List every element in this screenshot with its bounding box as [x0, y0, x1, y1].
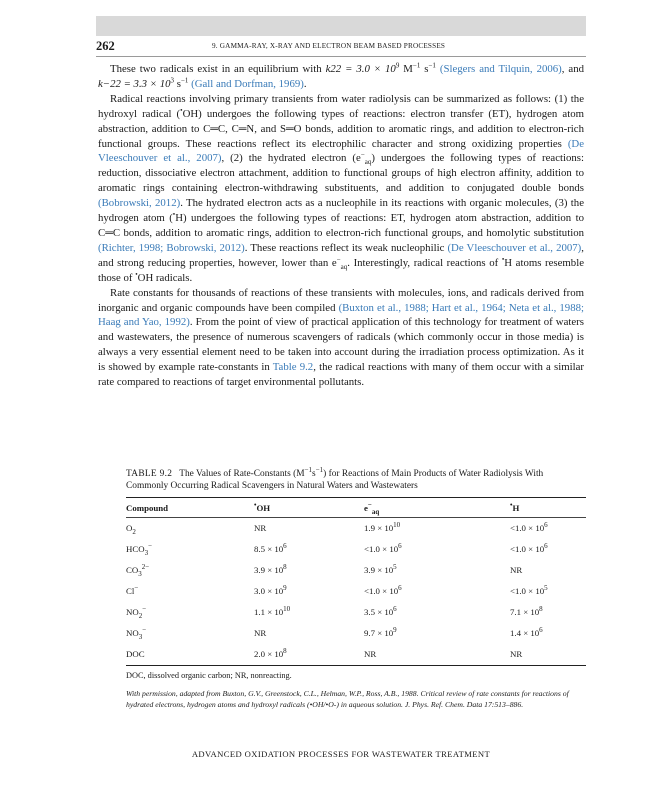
cell-oh-rate: $3.0 \times 10^9$: [254, 584, 287, 597]
cell-compound: $CO_3^{2-}$: [126, 563, 150, 579]
cell-h-rate: $<1.0 \times 10^5$: [510, 584, 548, 597]
cell-eaq-rate: NR: [364, 644, 510, 666]
header-band: [96, 16, 586, 36]
cell-oh-rate: $3.9 \times 10^8$: [254, 563, 287, 576]
cell-eaq-rate: $<1.0 \times 10^6$: [364, 584, 402, 597]
column-header-oh: •OH: [254, 497, 364, 517]
table-footnote: DOC, dissolved organic carbon; NR, nonreacting.: [126, 670, 292, 680]
cell-eaq-rate: $3.9 \times 10^5$: [364, 563, 397, 576]
cell-eaq-rate: $1.9 \times 10^{10}$: [364, 521, 401, 534]
cell-oh-rate: $8.5 \times 10^6$: [254, 542, 287, 555]
cell-compound: DOC: [126, 644, 254, 666]
table-row: [126, 602, 586, 623]
cell-compound: $NO_2^-$: [126, 605, 147, 621]
citation-link[interactable]: (Slegers and Tilquin, 2006): [439, 63, 562, 75]
column-header-compound: Compound: [126, 497, 254, 517]
table-caption: TABLE 9.2 The Values of Rate-Constants $(M^{-1}s^{-1})$ for Reactions of Main Products of Water Radiolysis With Commonly Occurring Radical Scavengers in Natural Waters and Wastewaters: [126, 465, 544, 492]
table-row: [126, 539, 586, 560]
cell-compound: $NO_3^-$: [126, 626, 147, 642]
cell-oh-rate: $1.1 \times 10^{10}$: [254, 605, 291, 618]
cell-h-rate: $<1.0 \times 10^6$: [510, 542, 548, 555]
rate-constants-table: [126, 497, 586, 666]
column-header-h: •H: [510, 497, 586, 517]
cell-eaq-rate: $9.7 \times 10^9$: [364, 626, 397, 639]
table-header-row: [126, 497, 586, 517]
table-source-note: With permission, adapted from Buxton, G.V., Greenstock, C.L., Helman, W.P., Ross, A.B., 1988. Critical review of rate constants for reactions of hydrated electrons, hydrogen atoms and hydroxyl radicals (•OH/•O-) in aqueous solution. J. Phys. Ref. Chem. Data 17:513–886.: [126, 689, 569, 709]
citation-link[interactable]: (Bobrowski, 2012): [98, 197, 181, 210]
cell-eaq-rate: $<1.0 \times 10^6$: [364, 542, 402, 555]
cell-h-rate: $1.4 \times 10^6$: [510, 626, 543, 639]
table-row: [126, 560, 586, 581]
cell-compound: Cl−: [126, 584, 139, 597]
cell-oh-rate: NR: [254, 523, 267, 534]
cell-h-rate: $7.1 \times 10^8$: [510, 605, 543, 618]
cell-compound: $O_2$: [126, 523, 136, 537]
citation-link[interactable]: (De Vleeschouver et al., 2007): [447, 241, 582, 254]
citation-link[interactable]: (Richter, 1998; Bobrowski, 2012): [98, 241, 245, 254]
page-number: 262: [96, 39, 115, 53]
cell-h-rate: NR: [510, 644, 586, 666]
table-reference-link[interactable]: Table 9.2: [272, 361, 314, 374]
paragraph-3: Rate constants for thousands of reactions of these transients with molecules, ions, and radicals derived from inorganic and organic compounds have been compiled (Buxton et al., 1988; Hart et al., 1964; Neta et al., 1988; Haag and Yao, 1992). From the point of view of practical application of this technology for treatment of waters and wastewaters, the presence of numerous scavengers of radicals (which commonly occur in those media) is always a very essential element need to be taken into account during the irradiation process optimization. As it is showed by example rate-constants in Table 9.2, the radical reactions with many of them occur with a similar rate compared to reactions of target environmental pollutants.: [98, 286, 585, 389]
table-row: [126, 517, 586, 539]
citation-link[interactable]: (Gall and Dorfman, 1969): [191, 77, 304, 90]
cell-compound: $HCO_3^-$: [126, 542, 153, 558]
running-head: [96, 38, 586, 57]
cell-oh-rate: NR: [254, 628, 267, 639]
cell-eaq-rate: $3.5 \times 10^6$: [364, 605, 397, 618]
body-text: [98, 62, 584, 390]
cell-oh-rate: $2.0 \times 10^8$: [254, 644, 364, 666]
paragraph-1: These two radicals exist in an equilibrium with $k22 = 3.0 \times 10^9$ $M^{-1}$ $s^{-1}$ (Slegers and Tilquin, 2006), and $k-22 = 3.3 \times 10^3$ $s^{-1}$ (Gall and Dorfman, 1969).: [98, 61, 584, 90]
citation-link[interactable]: (De Vleeschouver et al., 2007): [98, 137, 584, 165]
cell-h-rate: NR: [510, 565, 523, 576]
paragraph-2: Radical reactions involving primary transients from water radiolysis can be summarized as follows: (1) the hydroxyl radical (•OH) undergoes the following types of reactions: electron transfer (ET), hydrogen atom abstraction, addition to C═C, C═N, and S═O bonds, addition to aromatic rings, and addition to electron-rich functional groups. These reactions reflect its electrophilic character and strong oxidizing properties (De Vleeschouver et al., 2007), (2) the hydrated electron $(e^-_{aq})$ undergoes the following types of reactions: reduction, dissociative electron attachment, addition to functional groups of high electron affinity, addition to aromatic rings containing electron-withdrawing substituents, and addition to conjugated double bonds (Bobrowski, 2012). The hydrated electron acts as a nucleophile in its reactions with organic molecules, (3) the hydrogen atom (•H) undergoes the following types of reactions: ET, hydrogen atom abstraction, addition to C═C bonds, addition to aromatic rings, addition to electron-rich functional groups, and homolytic substitution (Richter, 1998; Bobrowski, 2012). These reactions reflect its weak nucleophilic (De Vleeschouver et al., 2007), and strong reducing properties, however, lower than $e^-_{aq}$. Interestingly, radical reactions of •H atoms resemble those of •OH radicals.: [98, 92, 584, 284]
chapter-title: 9. GAMMA-RAY, X-RAY AND ELECTRON BEAM BASED PROCESSES: [212, 42, 446, 50]
cell-h-rate: $<1.0 \times 10^6$: [510, 521, 548, 534]
table-row: [126, 581, 586, 602]
citation-link[interactable]: (Buxton et al., 1988; Hart et al., 1964; Neta et al., 1988; Haag and Yao, 1992): [98, 301, 585, 329]
column-header-eaq: $e^-_{aq}$: [364, 497, 510, 517]
rate-constants-table-block: [126, 465, 586, 718]
book-footer: ADVANCED OXIDATION PROCESSES FOR WASTEWATER TREATMENT: [191, 749, 491, 759]
table-row: [126, 623, 586, 644]
book-page: [96, 0, 586, 800]
table-row: [126, 644, 586, 666]
